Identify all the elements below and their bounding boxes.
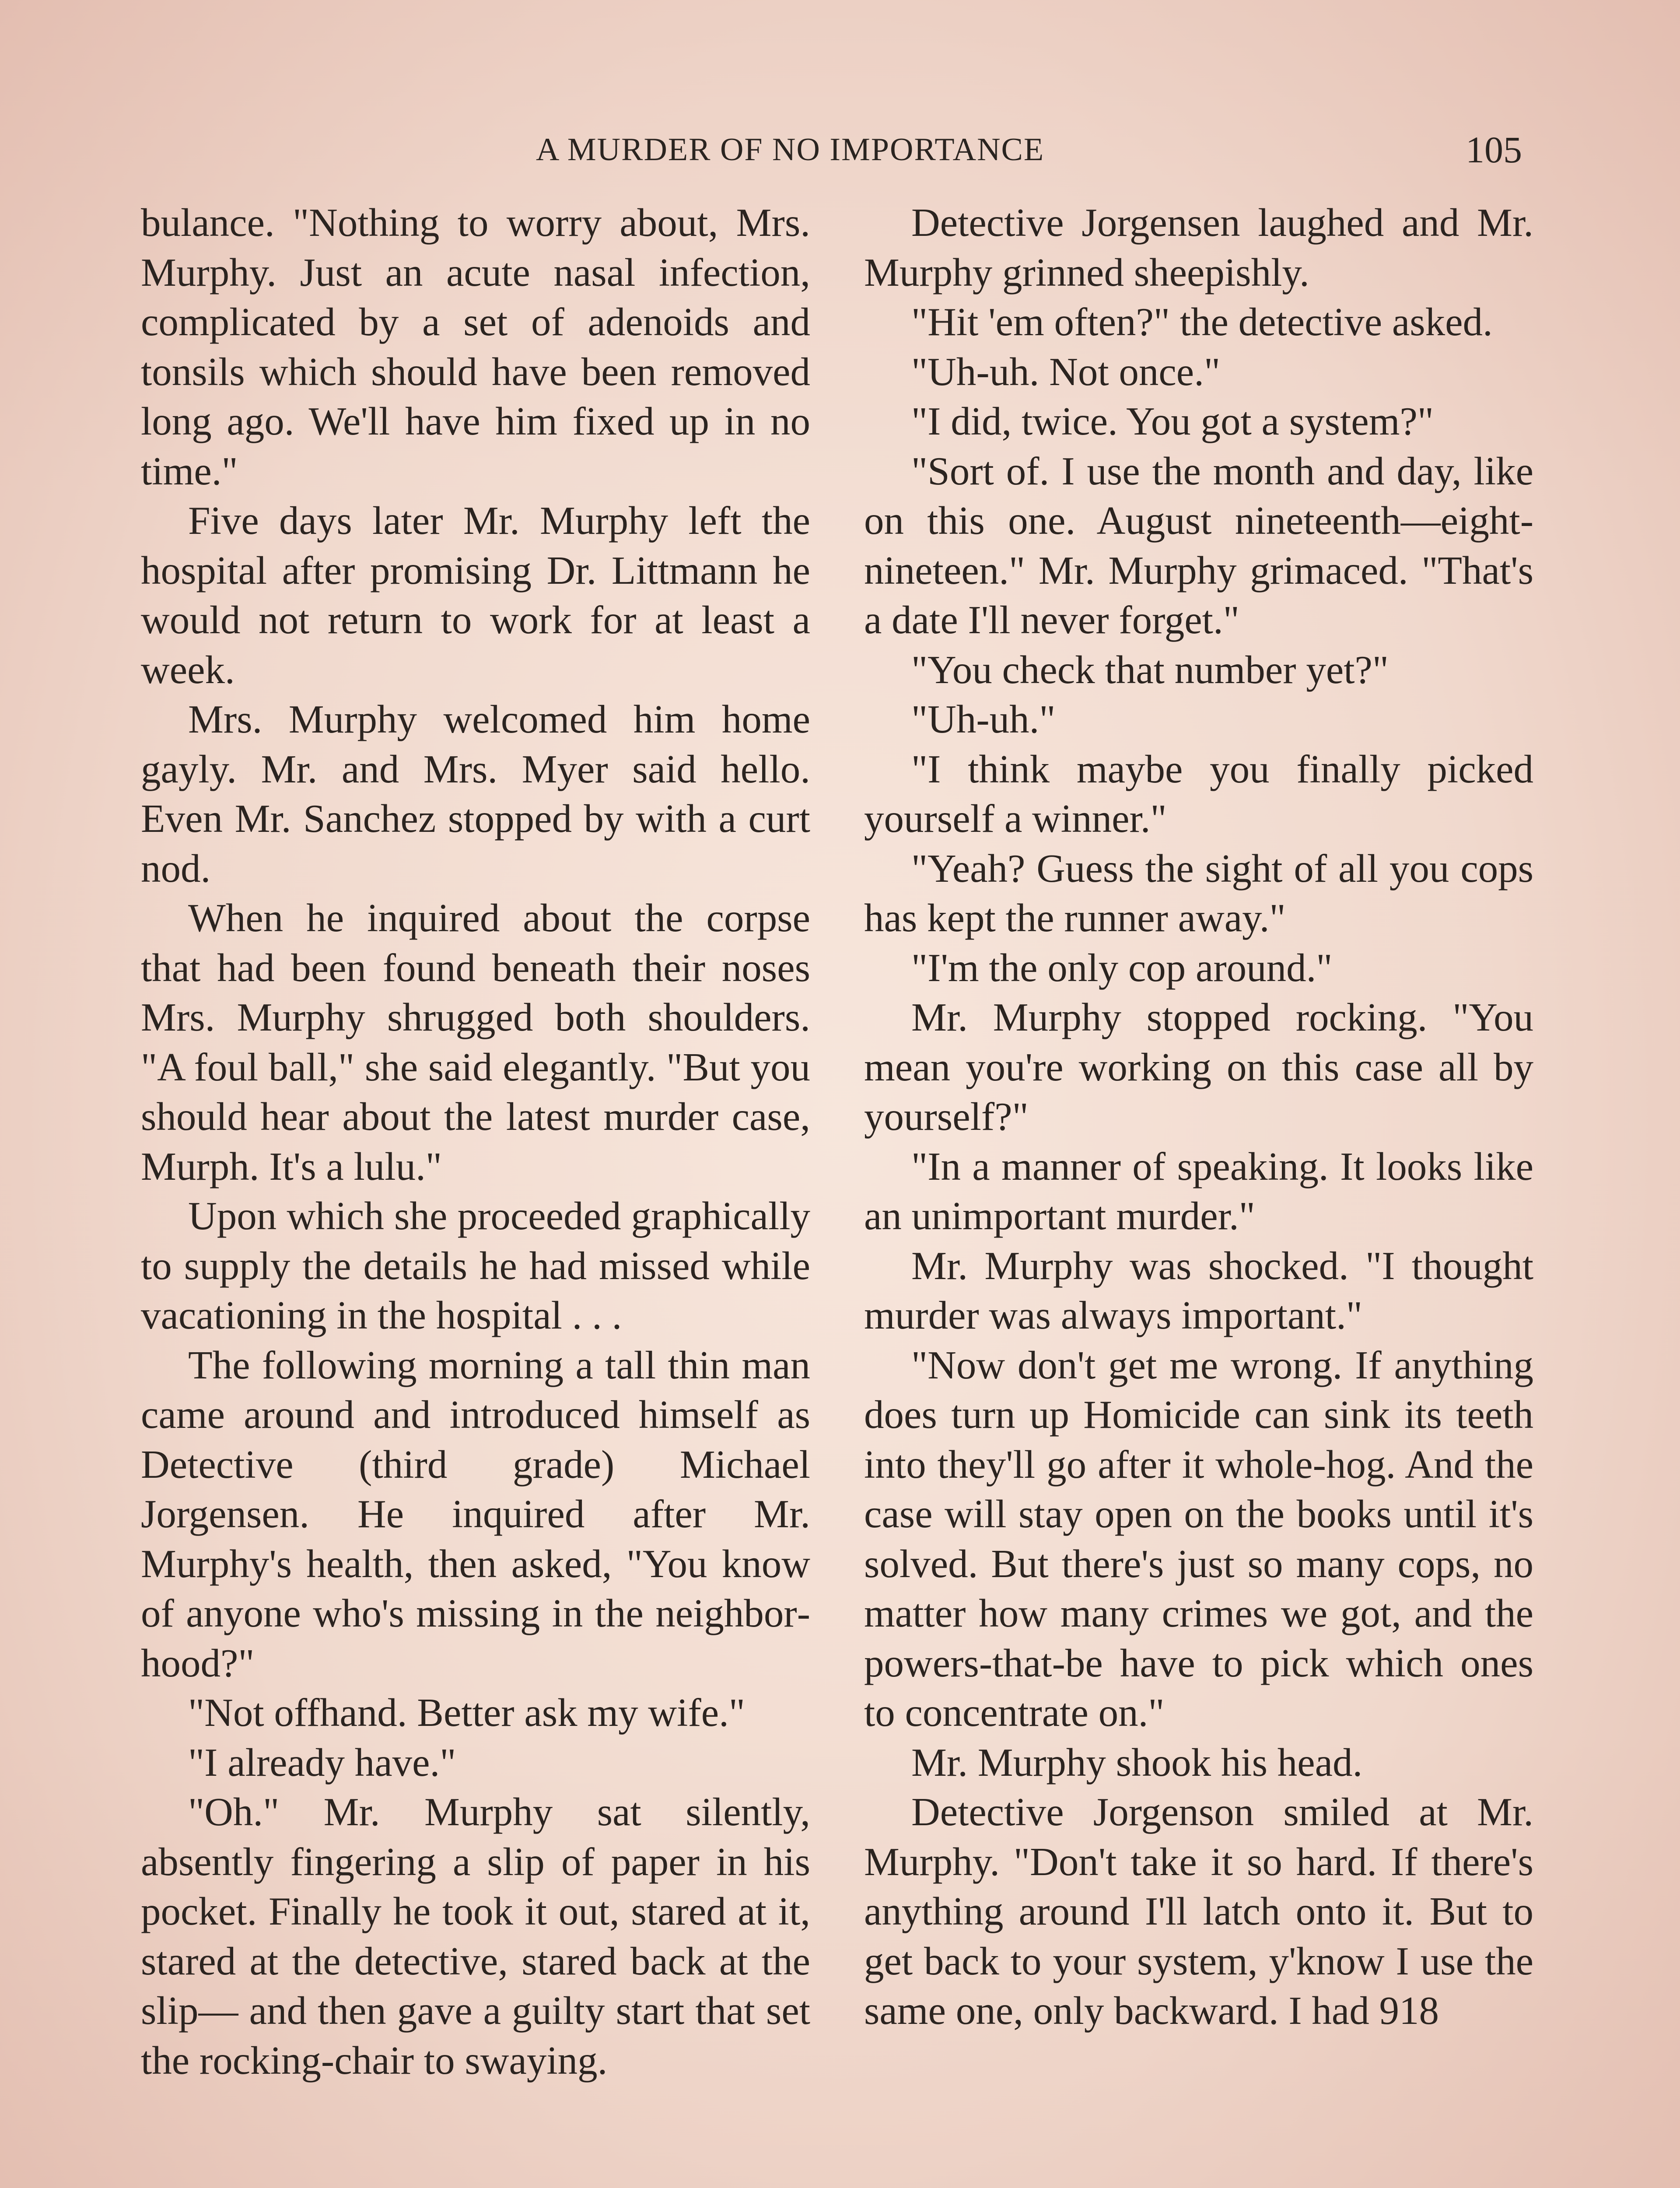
paragraph: Detective Jorgensen laughed and Mr. Murphy grinned sheepishly. [864,200,1533,295]
page-header [0,131,1680,179]
paragraph: "You check that number yet?" [911,647,1389,692]
paragraph: Mrs. Murphy welcomed him home gayly. Mr. and Mrs. Myer said hello. Even Mr. Sanchez stopped by with a curt nod. [141,697,810,891]
paragraph: Detective Jorgenson smiled at Mr. Murphy. "Don't take it so hard. If there's anything around I'll latch onto it. But to get back to your system, y'know I use the same one, only backward. I had 918 [864,1790,1533,2033]
paragraph: "Uh-uh." [911,697,1056,741]
paragraph: "I did, twice. You got a system?" [911,399,1434,443]
paragraph: When he inquired about the corpse that had been found beneath their noses Mrs. Murphy shrugged both shoulders. "A foul ball," she said elegantly. "But you should hear about the latest murder case, Murph. It's a lulu." [141,896,810,1189]
paragraph: Mr. Murphy shook his head. [911,1740,1363,1785]
paragraph: Mr. Murphy stopped rocking. "You mean you're working on this case all by yourself?" [864,995,1533,1139]
paragraph: "I already have." [188,1740,456,1785]
paragraph: bulance. "Nothing to worry about, Mrs. Murphy. Just an acute nasal infection, complicated by a set of adenoids and tonsils which should have been removed long ago. We'll have him fixed up in no time." [141,200,810,493]
paragraph: "Oh." Mr. Murphy sat silently, absently fingering a slip of paper in his pocket. Finally he took it out, stared at it, stared at the detective, stared back at the slip— and then gave a guilty start that set the rocking-chair to swaying. [141,1790,810,2083]
paragraph: Five days later Mr. Murphy left the hospital after promising Dr. Littmann he would not return to work for at least a week. [141,498,810,692]
paragraph: Upon which she proceeded graphically to supply the details he had missed while vacationing in the hospital . . . [141,1194,810,1337]
left-column [141,198,810,2085]
paragraph: "I think maybe you finally picked yourself a winner." [864,747,1533,841]
running-head: A MURDER OF NO IMPORTANCE [536,132,1045,168]
paragraph: "Sort of. I use the month and day, like on this one. August nineteenth—eight-nineteen." Mr. Murphy grimaced. "That's a date I'll never forget." [864,449,1533,642]
paragraph: "Not offhand. Better ask my wife." [188,1690,746,1735]
right-column [864,198,1533,2036]
paragraph: "Hit 'em often?" the detective asked. [911,300,1493,344]
paragraph: "I'm the only cop around." [911,945,1333,990]
paragraph: Mr. Murphy was shocked. "I thought murder was always important." [864,1243,1533,1337]
paragraph: "Yeah? Guess the sight of all you cops has kept the runner away." [864,846,1533,940]
page-number: 105 [1466,129,1522,171]
paragraph: "Now don't get me wrong. If anything does turn up Homicide can sink its teeth into they'll go after it whole-hog. And the case will stay open on the books until it's solved. But there's just so many cops, no matter how many crimes we got, and the powers-that-be have to pick which ones to concentrate on." [864,1343,1533,1735]
paragraph: "Uh-uh. Not once." [911,349,1221,394]
paragraph: The following morning a tall thin man came around and introduced himself as Detective (third grade) Michael Jorgensen. He inquired after Mr. Murphy's health, then asked, "You know of anyone who's missing in the neighborhood?" [141,1343,810,1685]
paragraph: "In a manner of speaking. It looks like an unimportant murder." [864,1144,1533,1238]
